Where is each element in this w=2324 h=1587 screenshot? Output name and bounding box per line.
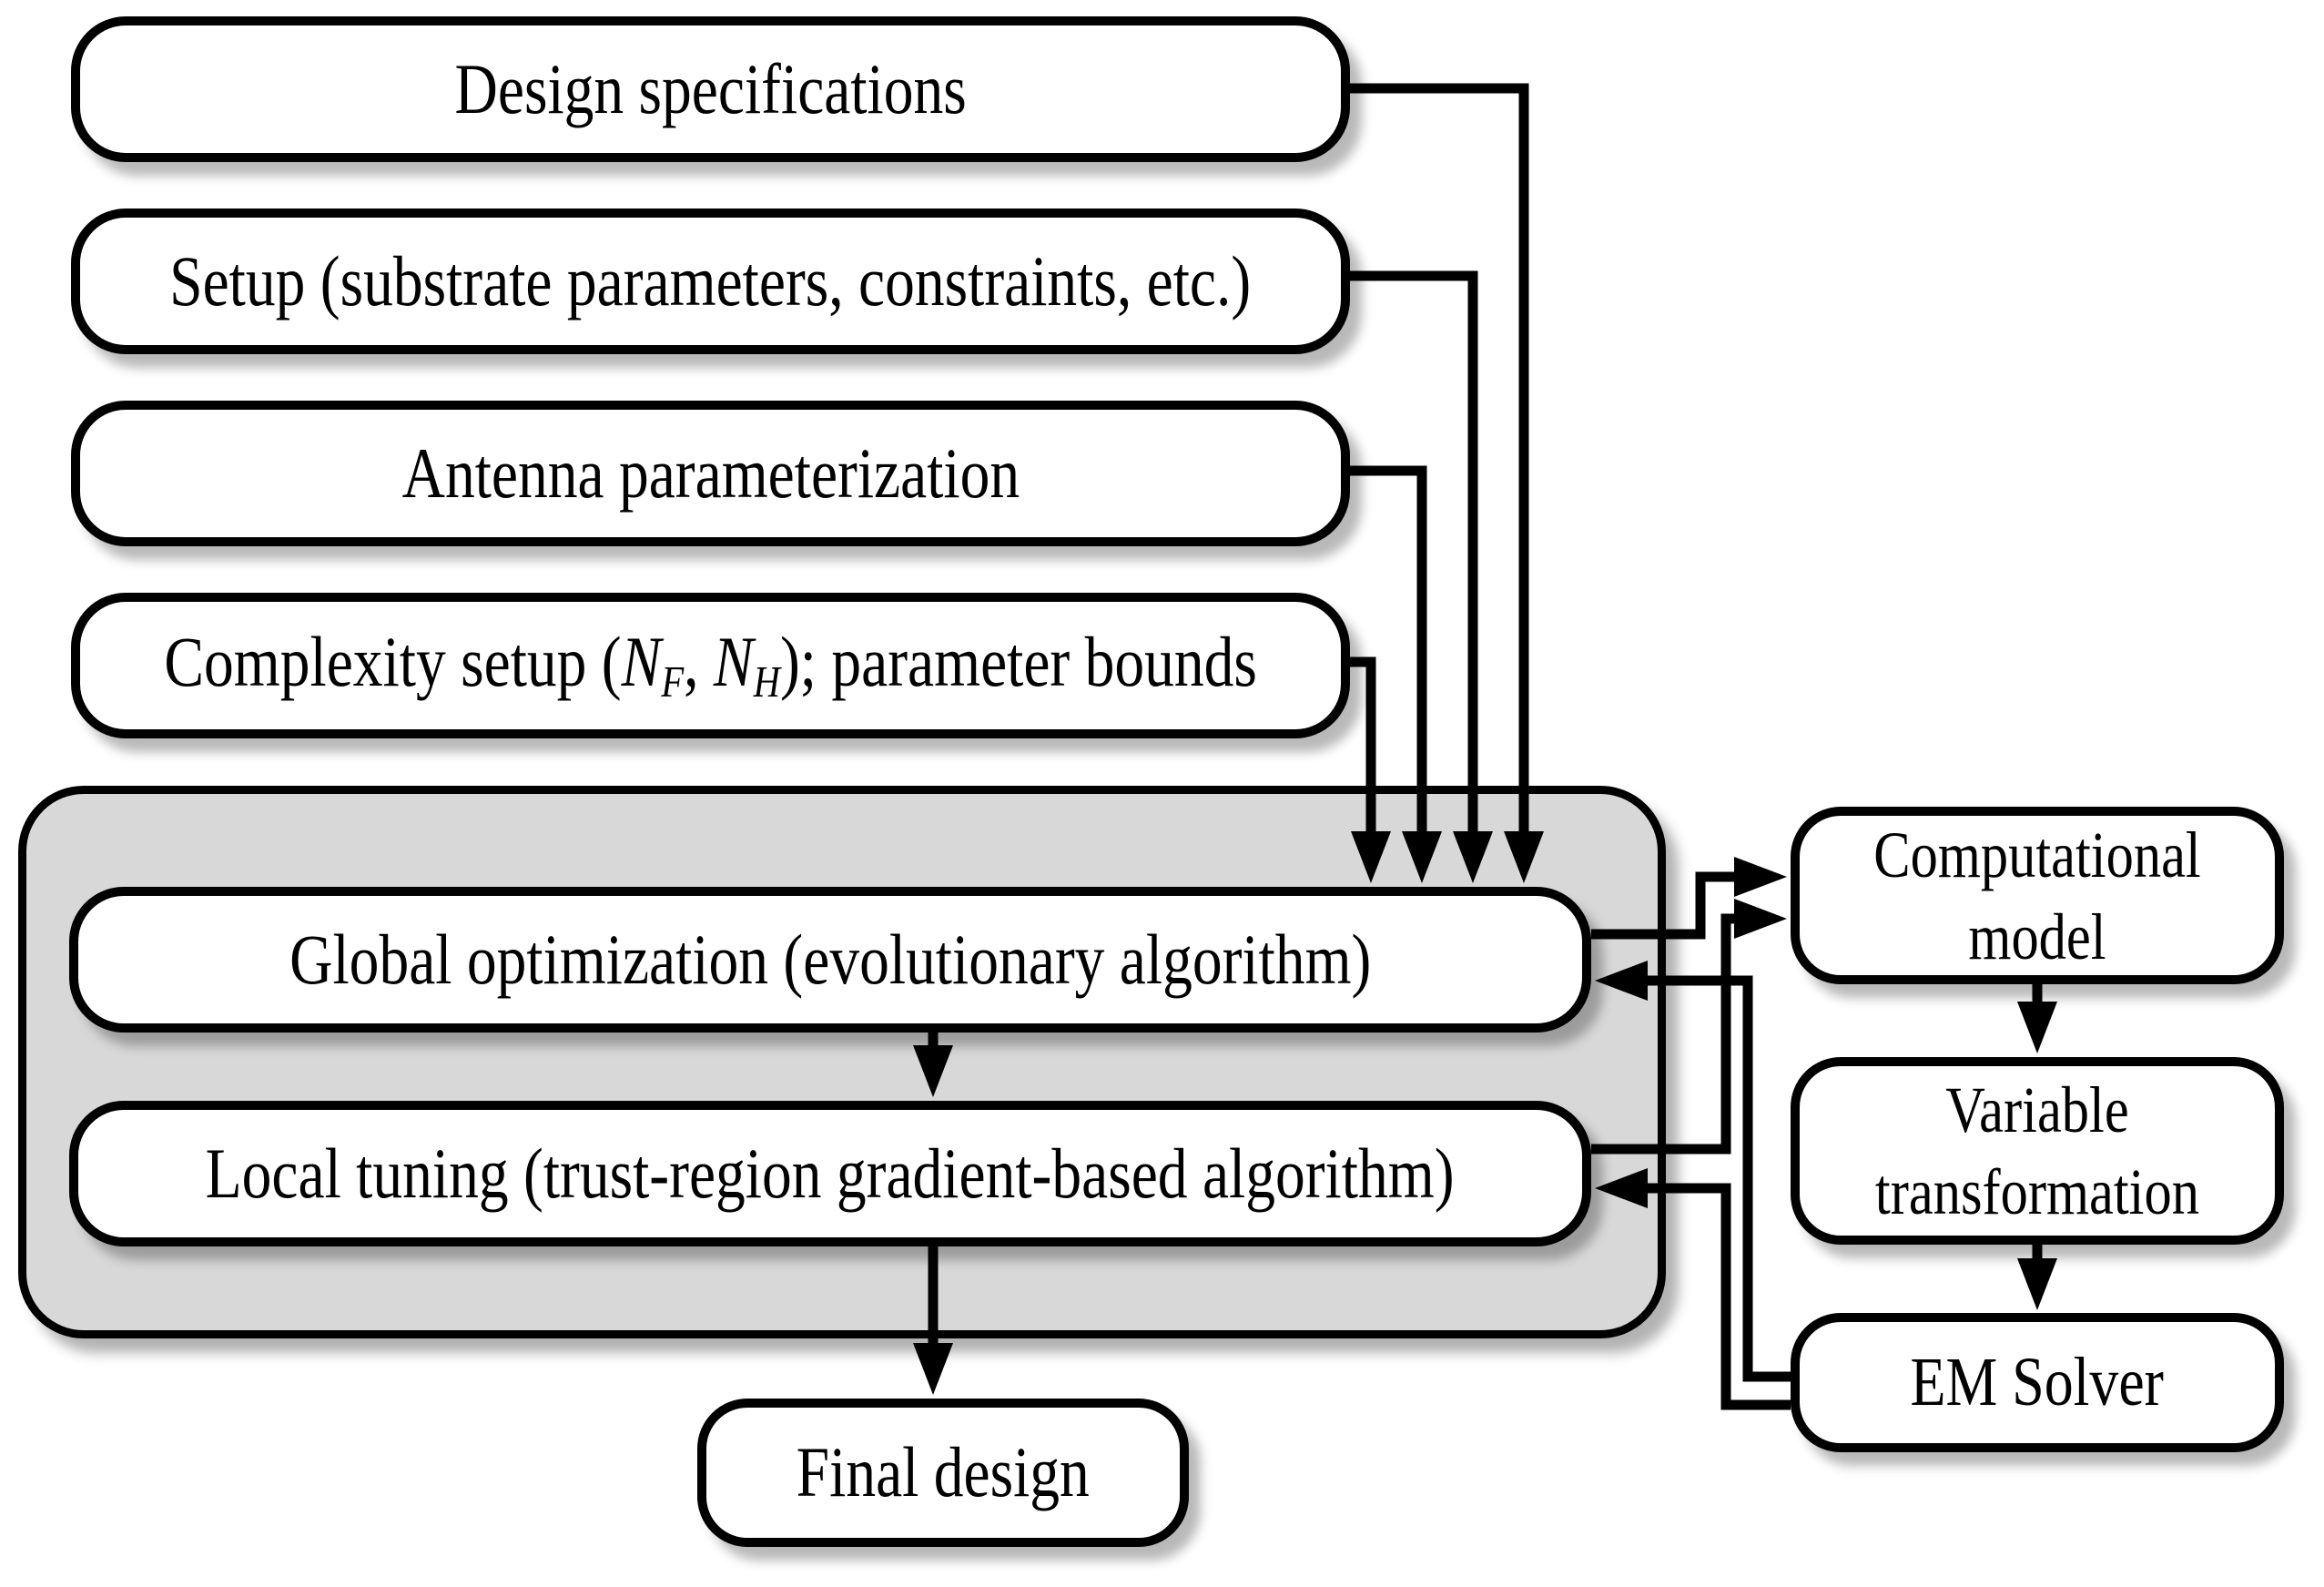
arrowhead-down [2017,1258,2057,1310]
label-part: N [621,622,662,702]
label-part: Complexity setup ( [164,622,622,702]
label-line: model [1968,900,2106,973]
label-part: , [684,622,714,702]
node-label: Antenna parameterization [401,432,1020,513]
node-label [1875,1069,2199,1233]
node-final-design [697,1399,1189,1547]
node-variable-transformation [1791,1057,2284,1245]
node-setup [71,209,1350,354]
node-label: Setup (substrate parameters, constraints, etc.) [169,240,1252,320]
node-design-specifications [71,16,1350,162]
connector-var-transform-to-em-solver [2017,1245,2057,1310]
node-global-optimization [69,887,1591,1033]
node-label [1873,814,2200,978]
label-line: transformation [1874,1155,2200,1228]
arrowhead-right [1734,857,1787,897]
label-part: H [753,658,780,707]
node-antenna-parameterization [71,401,1350,546]
label-part: F [661,658,685,707]
node-label: Local tuning (trust-region gradient-based algorithm) [206,1133,1455,1213]
node-label: Global optimization (evolutionary algorithm) [289,919,1372,999]
label-part: N [713,622,754,702]
node-em-solver [1791,1313,2284,1452]
label-line: Variable [1945,1073,2129,1146]
optimization-group-box [18,786,1666,1338]
label-part: ); parameter bounds [779,622,1257,702]
node-label [164,624,1257,707]
node-label: EM Solver [1910,1344,2165,1421]
node-computational-model [1791,807,2284,984]
node-label: Final design [796,1432,1091,1512]
connector-comp-model-to-var-transform [2017,984,2057,1053]
node-local-tuning [69,1101,1591,1246]
label-line: Computational [1873,818,2201,891]
arrowhead-down [2017,1002,2057,1053]
node-complexity-setup [71,593,1350,738]
node-label: Design specifications [454,48,967,128]
arrowhead-right [1734,899,1787,939]
connector-design-specs-to-global-opt [1350,88,1544,883]
arrowhead-down [913,1343,953,1395]
